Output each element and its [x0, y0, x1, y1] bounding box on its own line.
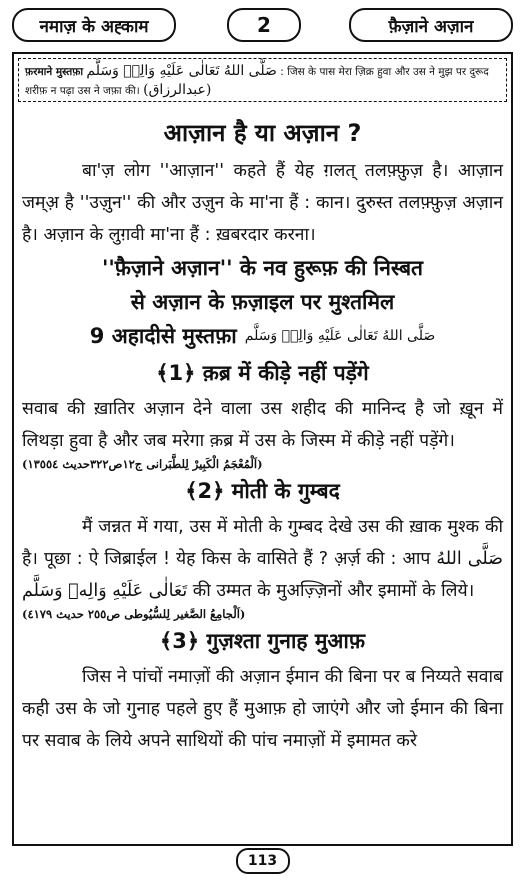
- section-2-reference: (اَلْجامِعُ الصَّغير لِلسُّيُوطى ص٢٥٥ حديث ٤١٧٩): [22, 607, 246, 621]
- header-book-title: नमाज़ के अह्काम: [12, 8, 176, 42]
- farman-text: : जिस के पास मेरा ज़िक्र हुवा और उस ने मुझ पर दुरूद शरीफ़ न पढ़ा उस ने जफ़ा की।: [25, 66, 489, 97]
- intro-paragraph: बा'ज़ लोग ''आज़ान'' कहते हैं येह ग़लत् तलफ़्फ़ुज़ है। आज़ान जम्अ़ है ''उज़ुन'' की और उज़ुन के मा'ना हैं : कान। दुरुस्त तलफ़्फ़ुज़ अज़ान है। अज़ान के लुग़वी मा'ना हैं : ख़बरदार करना।: [22, 161, 503, 245]
- section-3-text: जिस ने पांचों नमाज़ों की अज़ान ईमान की बिना पर ब निय्यते सवाब कही उस के जो गुनाह पहले हुए हैं मुआफ़ हो जाएंगे और जो ईमान की बिना पर सवाब के लिये अपने साथियों की पांच नमाज़ों में इमामत करे: [22, 667, 503, 751]
- section-2-heading: ﴾2﴿ मोती के गुम्बद: [185, 479, 340, 503]
- page-number: 113: [236, 848, 290, 874]
- header-bar: [12, 8, 513, 42]
- section-1-text: सवाब की ख़ातिर अज़ान देने वाला उस शहीद की मानिन्द है जो ख़ून में लिथड़ा हुवा है और जब मरेगा क़ब्र में उस के जिस्म में कीड़े नहीं पड़ेंगे।: [22, 399, 503, 451]
- content-frame: [12, 52, 513, 846]
- farman-source: (عبدالرزاق): [143, 82, 212, 98]
- section-3-heading: ﴾3﴿ गुज़श्ता गुनाह मुआफ़: [159, 629, 366, 653]
- section-1-heading: ﴾1﴿ क़ब्र में कीड़े नहीं पड़ेंगे: [156, 361, 369, 385]
- subtitle-line-2: से अज़ान के फ़ज़ाइल पर मुश्तमिल: [130, 290, 395, 314]
- farman-label: फ़रमाने मुस्तफ़ा: [25, 66, 84, 78]
- hadis-heading: [22, 319, 503, 353]
- hadis-arabic: صَلَّى اللهُ تَعَالٰى عَلَيْهِ وَالِهٖ وَسَلَّم: [244, 328, 436, 344]
- section-1-reference: (اَلْمُعْجَمُ الْكَبِيرْ لِلطَّبَرانى ج١٢ص٣٢٢حديث ١٣٥٥٤): [22, 457, 263, 471]
- header-chapter-title: फ़ैज़ाने अज़ान: [349, 8, 513, 42]
- main-content: [22, 110, 503, 757]
- section-2-text: मैं जन्नत में गया, उस में मोती के गुम्बद देखे उस की ख़ाक मुश्क की है। पूछा : ऐ जिब्राईल ! येह किस के वासिते हैं ? अ़र्ज़ की : आप صَلَّى اللهُ تَعَالٰى عَلَيْهِ وَالِهٖ وَسَلَّم की उम्मत के मुअज़्ज़िनों और इमामों के लिये।: [22, 517, 504, 601]
- subtitle-line-1: ''फ़ैज़ाने अज़ान'' के नव हुरूफ़ की निस्बत: [101, 256, 424, 280]
- farman-box: [18, 58, 507, 102]
- header-chapter-number: 2: [227, 8, 301, 42]
- page-title: आज़ान है या अज़ान ?: [163, 119, 362, 147]
- hadis-title: 9 अहादीसे मुस्तफ़ा: [89, 324, 237, 348]
- farman-arabic: صَلَّى اللهُ تَعَالٰى عَلَيْهِ وَالِهٖ وَسَلَّم: [86, 63, 277, 79]
